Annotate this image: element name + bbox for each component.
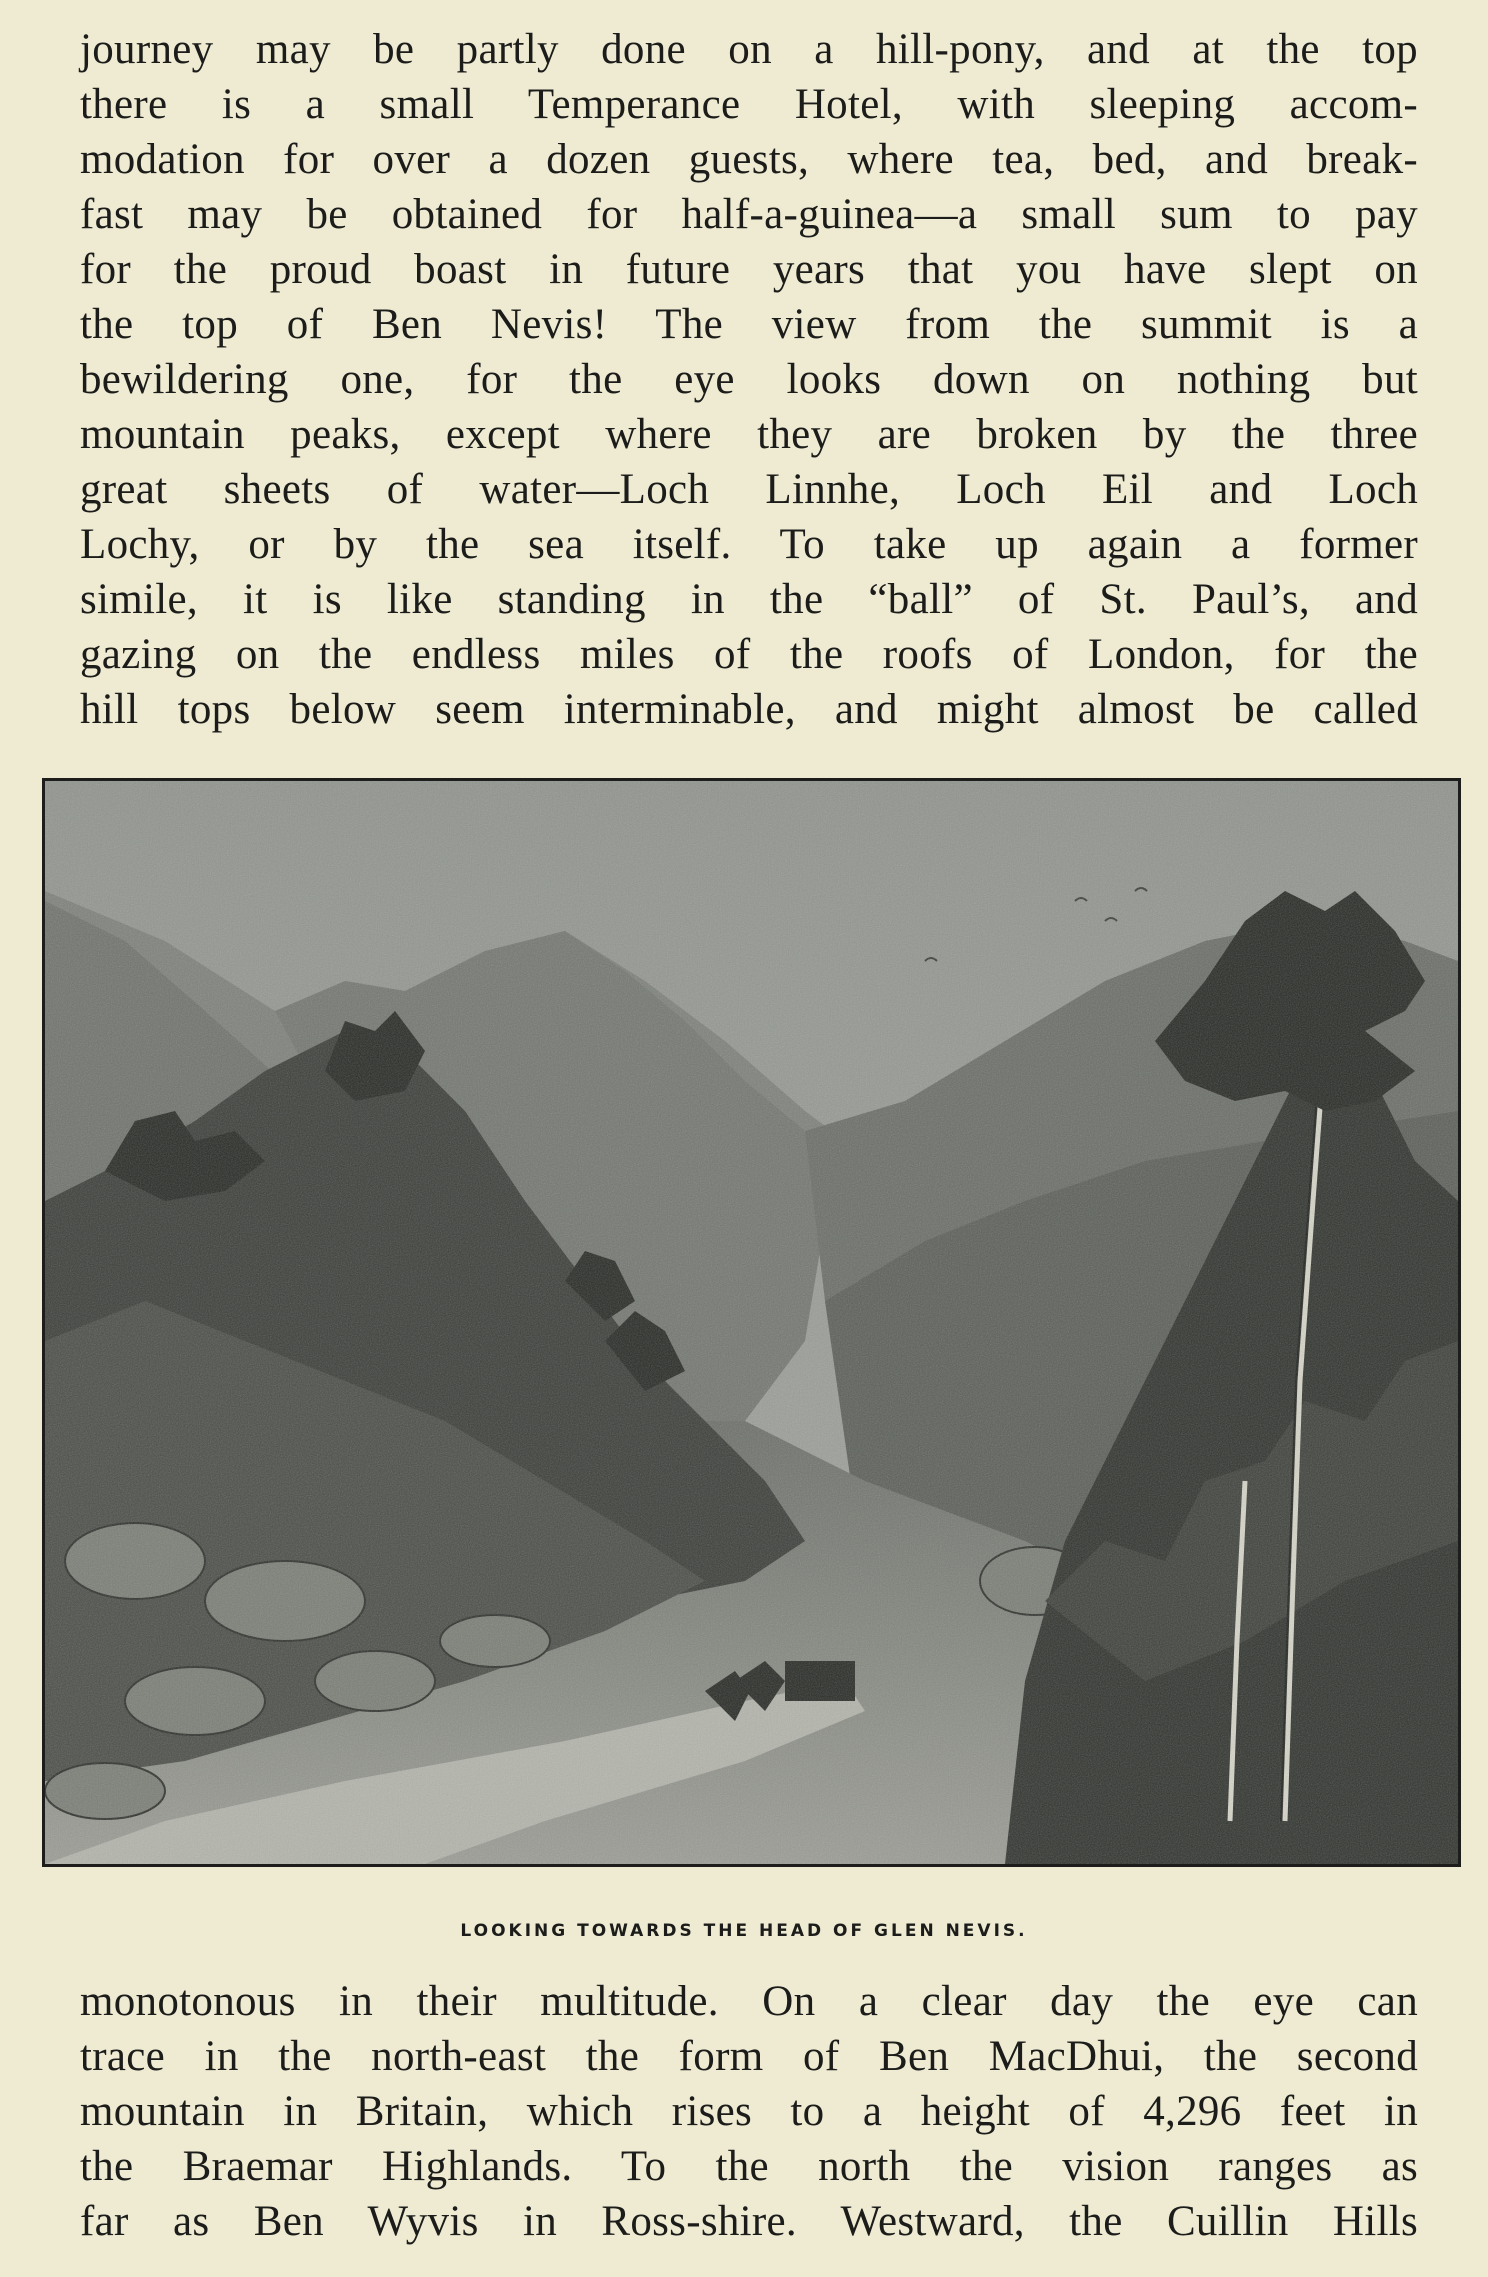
text-line: mountain peaks, except where they are broken by the three [80, 411, 1418, 458]
text-line: journey may be partly done on a hill-pony, and at the top [80, 26, 1418, 73]
text-line: the Braemar Highlands. To the north the vision ranges as [80, 2143, 1418, 2190]
text-line: simile, it is like standing in the “ball” of St. Paul’s, and [80, 576, 1418, 623]
text-line: gazing on the endless miles of the roofs of London, for the [80, 631, 1418, 678]
text-line: bewildering one, for the eye looks down on nothing but [80, 356, 1418, 403]
text-line: modation for over a dozen guests, where tea, bed, and break- [80, 136, 1418, 183]
text-line: there is a small Temperance Hotel, with sleeping accom- [80, 81, 1418, 128]
bottom-paragraph [80, 1974, 1418, 2249]
text-line: for the proud boast in future years that you have slept on [80, 246, 1418, 293]
glen-nevis-illustration [42, 778, 1461, 1867]
text-line: the top of Ben Nevis! The view from the summit is a [80, 301, 1418, 348]
text-line: fast may be obtained for half-a-guinea—a small sum to pay [80, 191, 1418, 238]
top-paragraph [80, 22, 1418, 737]
landscape-engraving [45, 781, 1458, 1864]
figure-caption: LOOKING TOWARDS THE HEAD OF GLEN NEVIS. [460, 1921, 1028, 1941]
text-line: monotonous in their multitude. On a clear day the eye can [80, 1978, 1418, 2025]
text-line: hill tops below seem interminable, and might almost be called [80, 686, 1418, 733]
text-line: mountain in Britain, which rises to a height of 4,296 feet in [80, 2088, 1418, 2135]
text-line: far as Ben Wyvis in Ross-shire. Westward, the Cuillin Hills [80, 2198, 1418, 2245]
text-line: Lochy, or by the sea itself. To take up again a former [80, 521, 1418, 568]
text-line: trace in the north-east the form of Ben MacDhui, the second [80, 2033, 1418, 2080]
text-line: great sheets of water—Loch Linnhe, Loch Eil and Loch [80, 466, 1418, 513]
